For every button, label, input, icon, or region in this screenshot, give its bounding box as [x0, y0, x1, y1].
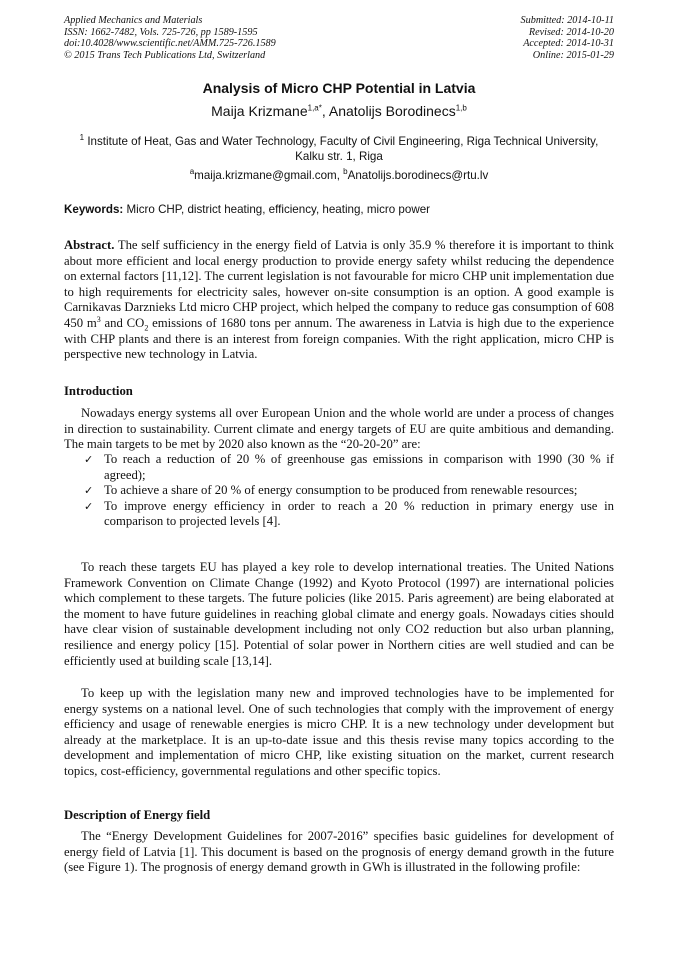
list-item: [84, 483, 614, 499]
abstract-text-2: and CO: [100, 315, 145, 330]
date-accepted: Accepted: 2014-10-31: [523, 38, 614, 50]
abstract-text-3: emissions of 1680 tons per annum. The awareness in Latvia is high due to the experience with CHP plants and there is an interest from foreign companies. With the right application, micro CHP is perspective new technology in Latvia.: [64, 315, 614, 362]
author-1-affil: 1,a*: [307, 103, 322, 113]
keywords-label: Keywords:: [64, 203, 124, 216]
email-b[interactable]: Anatolijs.borodinecs@rtu.lv: [347, 168, 489, 182]
keywords: [64, 203, 614, 216]
author-separator: ,: [321, 103, 329, 119]
targets-list: [84, 452, 614, 530]
journal-copyright: © 2015 Trans Tech Publications Ltd, Switzerland: [64, 49, 266, 61]
date-online: Online: 2015-01-29: [532, 49, 614, 61]
list-item-text: To achieve a share of 20 % of energy consumption to be produced from renewable resources;: [104, 483, 578, 498]
journal-name: Applied Mechanics and Materials: [64, 15, 203, 26]
journal-issn: ISSN: 1662-7482, Vols. 725-726, pp 1589-1595: [64, 26, 258, 38]
check-mark-icon: ✓: [84, 484, 94, 498]
author-emails: [0, 167, 678, 182]
section-heading-energy-field: Description of Energy field: [64, 808, 211, 822]
author-line: [0, 103, 678, 119]
journal-doi: doi:10.4028/www.scientific.net/AMM.725-726.1589: [64, 38, 276, 50]
affiliation-number: 1: [79, 133, 85, 142]
introduction-paragraph-2: To reach these targets EU has played a key role to develop international treaties. The United Nations Framework Convention on Climate Change (1992) and Kyoto Protocol (1997) are international policies which complement to these targets. The future policies (like 2015. Paris agreement) are being elaborated at the moment to have future guidelines in reaching global climate and energy goals. Nowadays cities should have clear vision of sustainable development including not only CO2 reduction but also urban planning, resilience and energy policy [15]. Potential of solar power in Northern cities are well studied and can be efficiently used at building scale [13,14].: [64, 560, 614, 668]
introduction-paragraph-3: To keep up with the legislation many new and improved technologies have to be implemented for energy systems on a national level. One of such technologies that comply with the improvement of energy efficiency and usage of renewable energies is micro CHP. It is a new technology under development but already at the marketplace. It is an up-to-date issue and this thesis revise many topics according to the development and implementation of micro CHP, like existing situation on the market, current research topics, cost-efficiency, governmental regulations and other specific topics.: [64, 686, 614, 778]
list-item: [84, 452, 614, 483]
author-2: Anatolijs Borodinecs: [328, 103, 456, 119]
submission-dates: [521, 15, 614, 61]
list-item-text: To improve energy efficiency in order to reach a 20 % reduction in primary energy use in comparison to projected levels [4].: [104, 498, 614, 529]
section-heading-introduction: Introduction: [64, 384, 133, 398]
abstract-superscript: 3: [96, 314, 101, 324]
author-1: Maija Krizmane: [211, 103, 308, 119]
abstract: [64, 238, 614, 363]
check-mark-icon: ✓: [84, 453, 94, 466]
abstract-subscript: 2: [144, 323, 149, 333]
keywords-text: Micro CHP, district heating, efficiency, heating, micro power: [123, 203, 430, 216]
abstract-text-1: The self sufficiency in the energy field of Latvia is only 35.9 % therefore it is important to think about more efficient and local energy production to provide energy safety whilst reducing the dependence on external factors [11,12]. The current legislation is not favourable for micro CHP unit implementation due to high requirements for electricity sales, however on-site consumption is an option. A good example is Carnikavas Darznieks Ltd micro CHP project, which helped the company to reduce gas consumption of 608 450 m: [64, 238, 614, 330]
email-a-marker: a: [189, 167, 195, 176]
affiliation-text: Institute of Heat, Gas and Water Technology, Faculty of Civil Engineering, Riga Technical University, Kalku str. 1, Riga: [84, 134, 599, 164]
list-item-text: To reach a reduction of 20 % of greenhouse gas emissions in comparison with 1990 (30 % if agreed);: [104, 452, 614, 482]
check-mark-icon: ✓: [84, 499, 94, 513]
email-b-marker: b: [343, 167, 348, 176]
author-2-affil: 1,b: [455, 103, 467, 113]
introduction-paragraph-1: Nowadays energy systems all over European Union and the whole world are under a process of changes in direction to sustainability. Current climate and energy targets of EU are quite ambitious and demanding. The main targets to be met by 2020 also known as the “20-20-20” are:: [64, 406, 614, 452]
email-separator: ,: [336, 168, 344, 182]
affiliation: [64, 130, 614, 165]
date-submitted: Submitted: 2014-10-11: [520, 15, 614, 26]
journal-info: [64, 15, 276, 61]
date-revised: Revised: 2014-10-20: [528, 26, 614, 38]
list-item: [84, 499, 614, 530]
energy-field-paragraph-1: The “Energy Development Guidelines for 2007-2016” specifies basic guidelines for development of energy field of Latvia [1]. This document is based on the prognosis of energy demand growth in the future (see Figure 1). The prognosis of energy demand growth in GWh is illustrated in the following profile:: [64, 829, 614, 875]
paper-title: Analysis of Micro CHP Potential in Latvia: [202, 80, 476, 96]
abstract-label: Abstract.: [64, 238, 115, 252]
email-a[interactable]: maija.krizmane@gmail.com: [194, 168, 337, 182]
